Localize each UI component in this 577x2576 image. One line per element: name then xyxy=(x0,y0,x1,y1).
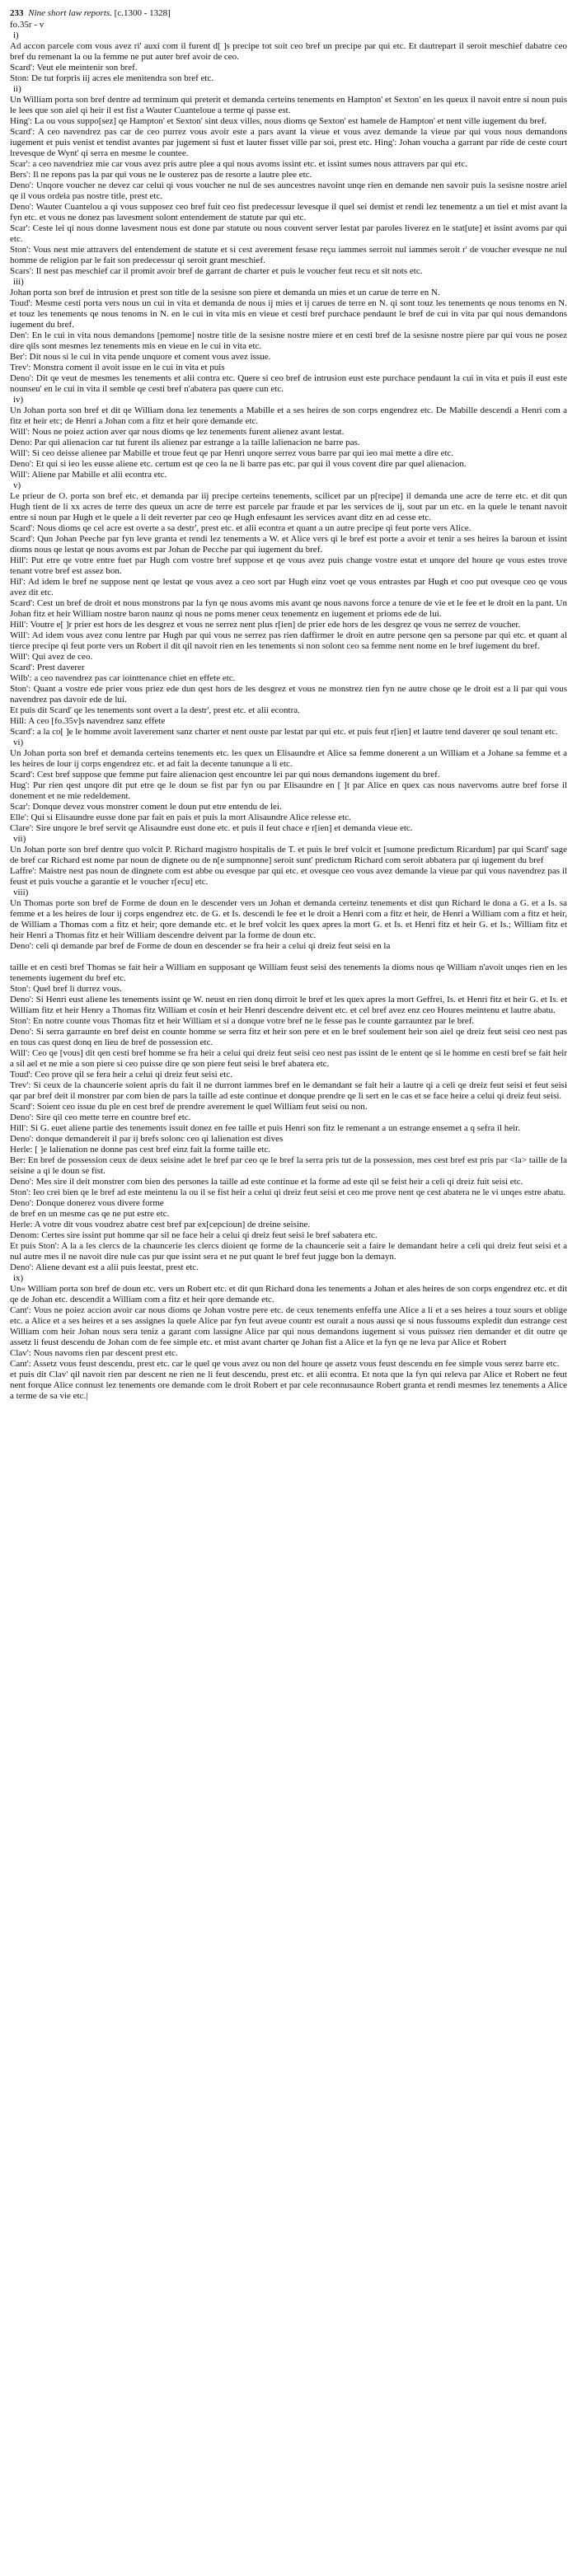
report-paragraph: Ber': Dit nous si le cui in vita pende unquore et coment vous avez issue. xyxy=(10,352,271,362)
report-paragraph: Elle': Qui si Elisaundre eusse done par fait en pais et puis la mort Alisaundre Alice relesse etc. xyxy=(10,813,351,822)
report-paragraph: taille et en cesti bref Thomas se fait heir a William en supposant qe William feust seisi des tenements la dioms nous qe William n'avoit unqes rien en les tenements iugement du bref etc. xyxy=(10,962,567,983)
report-section xyxy=(10,480,567,738)
section-marker: vi) xyxy=(13,738,24,747)
report-paragraph: Deno': donque demandereit il par ij brefs solonc ceo qi lalienation est dives xyxy=(10,1134,284,1144)
report-paragraph: Scard': Cest bref suppose que femme put faire alienacion qest encountre lei par qui nous demandons iugement du bref. xyxy=(10,770,440,780)
report-paragraph: Will': Nous ne poiez action aver qar nous dioms qe lez tenements furent alienez avant lestat. xyxy=(10,427,345,437)
report-paragraph: Scard': A ceo navendrez pas car de ceo purrez vous avoir este a pars avant la vieue et vous avez demande la vieue par qui vous nous demandons iugement et puis venist et tendist avantes par jugement si fust et lauter fisset ville par soi, prest etc. Hing': Johan voucha a garrant par ride de ceste court lrevesque de Wynt' qi serra en mesme le countee. xyxy=(10,127,567,158)
report-paragraph: Hill': Si G. euet aliene partie des tenements issuit donez en fee taille et puis Henri son fitz le remenant a un estrange ensemet a q sefra il heir. xyxy=(10,1123,520,1133)
report-paragraph: Hill: A ceo [fo.35v]s navendrez sanz effete xyxy=(10,716,166,726)
report-paragraph: Bers': Il ne repons pas la par qui vous ne le ousterez pas de resorte a lautre plee etc. xyxy=(10,170,312,180)
report-paragraph: Hill': Put etre qe votre entre fuet par Hugh com vostre bref suppose et qe vous avez puis change vostre estat et unqore del houre qe vous estes trove tenant votre bref est assez bon. xyxy=(10,555,567,576)
section-marker: ix) xyxy=(13,1273,24,1283)
report-paragraph: Scard': Qun Johan Peeche par fyn leve granta et rendi lez tenements a W. et Alice vers qi le bref est porte a avoir et tenir a ses heires la baroun et issint dioms nous qe lestat qe nous avoms est par Johan de Pecche par qui iugement du bref. xyxy=(10,534,567,555)
report-paragraph: Ston': Quant a vostre ede prier vous priez ede dun qest hors de les desgrez et vous ne monstrez rien fyn ne autre chose qe le droit est a li par qui vous navendrez pas davoir ede de lui. xyxy=(10,684,567,705)
report-paragraph: Scar': a ceo navendriez mie car vous avez pris autre plee a qui nous avoms issint etc. et issint sumes nous attravers par qui etc. xyxy=(10,159,467,169)
report-paragraph: Scar': Donque devez vous monstrer coment le doun put etre entendu de lei. xyxy=(10,802,282,812)
report-paragraph: Scars': Il nest pas meschief car il promit avoir bref de garrant de charter et puis le voucher feut recu et sit nots etc. xyxy=(10,266,423,276)
report-paragraph: Scar': Ceste lei qi nous donne lavesment nous est done par statute ou nous couvent server lestat par paroles liverez en le stat[ute] et issint avoms par qui etc. xyxy=(10,223,567,244)
report-paragraph: Ad accon parcele com vous avez ri' auxi com il furent d[ ]s precipe tot soit ceo bref un precipe par qui etc. Et dautrepart il seroit meschief dabatre ceo bref du remenant la ou la femme ne put auter bref avoir de ceo. xyxy=(10,41,567,62)
section-marker: i) xyxy=(13,30,19,40)
document-body xyxy=(10,30,567,1402)
report-paragraph: Cant': Vous ne poiez accion avoir car nous dioms qe Johan vostre pere etc. de ceux tenements enfeffa une Alice a li et a ses heires a touz sours et oblige etc. a Alice et a ses heires et a ses assignes la quele Alice par fyn feut aveue countr est ourait a nous aussi qe si nous fussoums expledit dun estrange cest William com heir Johan nous sera teniz a garant com lassigne Alice par qui nous demandons iugement si vous puissez rien demander et dit outre qe assetz li feust descendu de Johan com de fee simple etc. et mist avant charter qe Johan fist a Alice et la fyn qe ne leva par Alice et Robert xyxy=(10,1305,567,1347)
report-paragraph: Toud': Ceo prove qil se fera heir a celui qi dreiz feut seisi etc. xyxy=(10,1070,232,1080)
report-paragraph: Hil': Ad idem le bref ne suppose nent qe lestat qe vous avez a ceo sort par Hugh einz voet qe vous entrastes par Hugh et coo put ovesque ceo qe vous avez dit etc. xyxy=(10,577,567,597)
report-paragraph: Ber: En bref de possession ceux de deux seisine adet le bref par ceo qe le bref la serra pris tut de la possession, mes cest bref est pris par <la> taille de la seisine a qi le doun se fist. xyxy=(10,1155,567,1176)
report-paragraph: Deno': Donque donerez vous divere forme xyxy=(10,1198,164,1208)
report-section xyxy=(10,738,567,834)
running-title: Nine short law reports. xyxy=(28,8,112,18)
report-section xyxy=(10,834,567,888)
date-range: [c.1300 - 1328] xyxy=(114,8,171,18)
report-paragraph: Scard': Nous dioms qe cel acre est overte a sa destr', prest etc. et alii econtra et quant a un autre precipe qi feut porte vers Alice. xyxy=(10,523,471,533)
report-paragraph: Deno': celi qi demande par bref de Forme de doun en descender se fra heir a celui qi dreiz feut seisi en la xyxy=(10,941,391,951)
page-number: 233 xyxy=(10,8,24,18)
report-paragraph: Deno': Unqore voucher ne devez car celui qi vous voucher ne nul de ses auncestres navoint unqe rien en demande nen savoir puis la sesisne nostre ariel qe il vous ordeia pas nostre title, prest etc. xyxy=(10,180,567,201)
report-paragraph: Hing': La ou vous suppo[sez] qe Hampton' et Sexton' sint deux villes, nous dioms qe Sexton' est hamele de Hampton' et nent ville iugement du bref. xyxy=(10,116,547,126)
report-paragraph: Ston: De tut forpris iij acres ele menitendra son bref etc. xyxy=(10,73,214,83)
report-paragraph: Clare': Sire unqore le bref servit qe Alisaundre eust done etc. et puis il feut chace e r[ien] et demanda vieue etc. xyxy=(10,823,413,833)
report-paragraph: Deno: Par qui alienacion car tut furent ils alienez par estrange a la taille lalienacion ne barre pas. xyxy=(10,438,360,447)
report-section xyxy=(10,395,567,480)
report-paragraph: Un William porta son bref dentre ad terminum qui preterit et demanda certeins tenements en Hampton' et Sexton' en les queux il navoit entre si noun puis le lees que son aiel qi heir il est fist a Wauter Cuanteloue a terme qi passe est. xyxy=(10,95,567,115)
report-paragraph: Scard': Veut ele meintenir son bref. xyxy=(10,63,138,73)
report-paragraph: Hug': Pur rien qest unqore dit put etre qe le doun se fist par fyn ou par Elisaundre en [ ]t par Alice en quex cas nous navervoms autre bref forse il donement et ne mie redeldement. xyxy=(10,780,567,801)
report-paragraph: Deno': Si serra garraunte en bref deist en counte homme se serra fitz et heir son pere et en le bref soulement heir son aiel qe dreiz feut seisi ceo nest pas en tous cas quest donq en lieu de bref de possession etc. xyxy=(10,1027,567,1047)
report-paragraph: Laffre': Maistre nest pas noun de dingnete com est abbe ou evesque par qui etc. et ovesque ceo vous avez demande la vieue par qui vous navendrez pas il feust et puis vouche a garantie et le voucher r[ecu] etc. xyxy=(10,866,567,887)
report-paragraph: Johan porta son bref de intrusion et prest son title de la sesisne son piere et demanda un mies et un carue de terre en N. xyxy=(10,288,440,297)
report-paragraph: Denom: Certes sire issint put homme qar sil ne face heir a celui qi dreiz feut seisi le bref sabatera etc. xyxy=(10,1230,378,1240)
report-paragraph: Ston': En notre counte vous Thomas fitz et heir William et si a donque votre bref ne le fesse pas le counte garrauntez par le bref. xyxy=(10,1016,475,1026)
report-section xyxy=(10,84,567,277)
report-section xyxy=(10,277,567,395)
report-paragraph: Hill': Voutre e[ ]r prier est hors de les desgrez et vous ne serrez nent plus r[ien] de prier ede hors de les desgrez qe vous ne serrez de voucher. xyxy=(10,620,521,630)
report-paragraph: Scard': Prest daverer xyxy=(10,663,85,672)
section-marker: iii) xyxy=(13,277,24,287)
report-paragraph: Will': Ad idem vous avez conu lentre par Hugh par qui vous ne serrez pas rien daffirmer le droit en autre persone qen sa persone par qui etc. et quant al tierce precipe qi feut porte vers un Robert il dit qil navoit rien en les tenements si non solont ceo sa femme nent nome en le bref iugement du bref. xyxy=(10,630,567,651)
report-paragraph: Herle: A votre dit vous voudrez abatre cest bref par ex[cepcioun] de dreine seisine. xyxy=(10,1220,311,1229)
report-paragraph: Un« William porta son bref de doun etc. vers un Robert etc. et dit qun Richard dona les tenements a Johan et ales heires de son corps engendrez etc. et dit qe de Johan etc. descendit a William com a fitz et heir qore demande etc. xyxy=(10,1284,567,1304)
section-marker: viii) xyxy=(13,888,29,897)
report-paragraph: Et puis Ston': A la a les clercs de la chauncerie les clercs dioient qe forme de la chauncerie seit a faire le demandant heire a celi qui dreiz feut seisi et a nul autre mes il ne navoit dire nule cas pur que issint sera et ne put quant le bref feut jugge bon la demayn. xyxy=(10,1241,567,1262)
folio-reference: fo.35r - v xyxy=(10,20,45,30)
report-paragraph: Ston': Quel bref li durrez vous. xyxy=(10,984,122,994)
report-paragraph: Un Johan porte son bref dentre quo volcit P. Richard magistro hospitalis de T. et puis le bref volcit et [sumone predictum Ricardum] par qui Scard' sage de bref car Richard est nome par noun de dignete ou de n[e sumpnonne] seroit sunt' predictum Richard com seroit abbatera par qi iugement du bref xyxy=(10,845,567,865)
report-paragraph: Un Johan porta son bref et dit qe William dona lez tenements a Mabille et a ses heires de son corps engendrez etc. De Mabille descendi a Henri com a fitz et heir etc; de Henri a Johan com a fitz et heir qore demande etc. xyxy=(10,405,567,426)
report-paragraph: Will': Ceo qe [vous] dit qen cesti bref homme se fra heir a celui qui dreiz feut seisi ceo nest pas issint de le entent qe si le homme en cesti bref se fait heir a sil ael et ne mie a son piere si ceo puisse dire qe son piere feut seisi le bref abatera etc. xyxy=(10,1048,567,1069)
report-section xyxy=(10,962,567,1273)
report-paragraph: Wilb': a ceo navendrez pas car iointtenance chiet en effete etc. xyxy=(10,673,236,683)
report-paragraph: Deno': Et qui si ieo les eusse aliene etc. certum est qe ceo la ne li barre pas etc. par qui il vous covent dire par quel alienacion. xyxy=(10,459,467,469)
report-section xyxy=(10,1273,567,1402)
report-paragraph: Clav': Nous navoms rien par descent prest etc. xyxy=(10,1348,178,1358)
report-paragraph: Scard': a la co[ ]e le homme avoit laverement sanz charter et nent ouste par lestat par qui etc. et puis feut r[ien] et lautre tend daverer qe soul tenant etc. xyxy=(10,727,558,737)
section-marker: ii) xyxy=(13,84,21,94)
report-section xyxy=(10,30,567,84)
section-marker: iv) xyxy=(13,395,24,405)
report-paragraph: Scard': Soient ceo issue du ple en cest bref de prendre averement le quel William feut seisi ou non. xyxy=(10,1102,368,1112)
report-paragraph: Scard': Cest un bref de droit et nous monstrons par la fyn qe nous avoms mis avant qe nous navons force a tenure de vie et le fee et le droit en la pant. Un Johan fitz et heir William nostre baron naunz qi nous ne poms mener ceux tenementz en iugement et prioms ede de lui. xyxy=(10,598,567,619)
section-marker: vii) xyxy=(13,834,26,844)
report-paragraph: Deno': Wauter Cuantelou a qi vous supposez ceo bref fuit ceo fist predecessur levesque il quel sei demist et rendi lez tenementz a un tiel et mist avant la fyn etc. et vous ne donez pas lavesment solont entendement de statute par qui etc. xyxy=(10,202,567,222)
report-paragraph: Trev': Monstra coment il avoit issue en le cui in vita et puis xyxy=(10,363,225,372)
report-paragraph: Deno': Aliene devant est a alii puis leestat, prest etc. xyxy=(10,1262,199,1272)
report-paragraph: Deno': Si Henri eust aliene les tenements issint qe W. neust en rien donq dirroit le bref et les quex apres la mort Geffrei, Is. et Henri fitz et heir G. et Is. et William fitz et heir Henry a Thomas fitz William et cosin et heir Henri descendre deivent etc. et cel bref avez enz ceo Houres meintenu et lautre abatu. xyxy=(10,995,567,1015)
report-paragraph: Will': Si ceo deisse alienee par Mabille et troue feut qe par Henri unqore serrez vous barre par qui ieo mai mette a dire etc. xyxy=(10,448,454,458)
report-paragraph: Will': Qui avez de ceo. xyxy=(10,652,93,662)
report-paragraph: Deno': Dit qe veut de mesmes les tenements et alii contra etc. Quere si ceo bref de intrusion eust este purchace pendaunt la cui in vita et puis il eust este nounseu' en le cui in vita il semble qe cesti bref n'abatera pas quere cun etc. xyxy=(10,373,567,394)
section-marker: v) xyxy=(13,480,21,490)
report-paragraph: Cant': Assetz vous feust descendu, prest etc. car le quel qe vous avez ou non del houre qe assetz vous feust descendu en fee simple vous serez barre etc. xyxy=(10,1359,560,1369)
page-header xyxy=(10,8,567,19)
report-paragraph: Deno': Sire qil ceo mette terre en countre bref etc. xyxy=(10,1112,191,1122)
report-paragraph: Toud': Mesme cesti porta vers nous un cui in vita et demanda de nous ij mies et ij carues de terre en N. qi sont touz les tenements qe nous tenoms en N. et touz les tenements qe nous tenoms in N. en le cui in vita mis en vieue et cesti bref purchace pendaunt le bref de cui in vita par qui nous demandons iugement du bref. xyxy=(10,298,567,330)
report-paragraph: Et puis dit Scard' qe les tenements sont overt a la destr', prest etc. et alii econtra. xyxy=(10,705,300,715)
report-paragraph: de bref en un mesme cas qe ne put estre etc. xyxy=(10,1209,170,1219)
report-paragraph: Trev': Si ceux de la chauncerie soient apris du fait il ne durront iammes bref en le demandant se fait heir a lautre qi a celi qe dreiz feut seisi et feut seisi qar par bref deit il monstrer par com bien de pars la taille ad este continue et donque prendre qe li sert en le cas et se face heire a celui qi dreiz feut seisi. xyxy=(10,1080,567,1101)
report-paragraph: Den': En le cui in vita nous demandons [pemome] nostre title de la sesisne nostre miere et en cesti bref de la sesisne nostre piere par qui vous ne posez dire qils sont mesmes lez tenements mis en vieue en le cui in vita etc. xyxy=(10,330,567,351)
report-paragraph: Le prieur de O. porta son bref etc. et demanda par iij precipe certeins tenements, scilicet par un p[recipe] il demanda une acre de terre etc. et dit qun Hugh tient de li xx acres de terre des queux un acre de terre est parcele par fraude et par les services de ij, sout par un etc. en la quele le tenant navoit entre si noun par Hugh et le quele a li deit reverter par ceo qe Hugh enfesaunt les services avant ditz en ad cesse etc. xyxy=(10,491,567,522)
report-paragraph: Ston': Ieo crei bien qe le bref ad este meintenu la ou il se fist heir a celui qi dreiz feut seisi et ceo me prove nent qe cest abatera ne le vi unqes estre abatu. xyxy=(10,1187,565,1197)
report-paragraph: Un Johan porta son bref et demanda certeins tenements etc. les quex un Elisaundre et Alice sa femme donerent a un William et a Johane sa femme et a les heires de lour ij corps engendrez etc. et ad fait la decente tanunque a li etc. xyxy=(10,748,567,769)
report-paragraph: et puis dit Clav' qil navoit rien par descent ne rien ne li feut descendu, prest etc. et alii econtra. Et nota que la fyn qui releva par Alice et Robert ne feut nent forque Alice connust lez tenements ore demande com le droit Robert et par cele reconnusaunce Robert granta et rendi mesmes lez tenements a Alice a terme de sa vie etc.| xyxy=(10,1370,567,1401)
report-paragraph: Herle: [ ]e lalienation ne donne pas cest bref einz fait la forme taille etc. xyxy=(10,1145,271,1155)
report-paragraph: Will': Aliene par Mabille et alii econtra etc. xyxy=(10,470,167,480)
report-paragraph: Ston': Vous nest mie attravers del entendement de statute et si cest averement fesase reçu iammes serroit nul iammes seroit r' de voucher evesque ne nul homme de religion par le fait son predecessur qi seroit grant meschief. xyxy=(10,245,567,265)
report-section xyxy=(10,888,567,952)
report-paragraph: Un Thomas porte son bref de Forme de doun en le descender vers un Johan et demanda certeinz tenements et dist qun Richard le dona a G. et a Is. sa femme et a les heires de lour ij corps engendrez etc. de G. et Is. descendi le fee et le droit a Henri com a fitz et heir, de Henri a William com a fitz et heir, de William a Thomas com a fitz et heir; qore demande etc. et le bref volcit les quex apres la mort G. et Is. et Henri fitz et heir G. et Is.; William fitz et heir Henri a Thomas fitz et heir William descendre deivent par la forme de doun etc. xyxy=(10,898,567,940)
report-paragraph: Deno': Mes sire il deit monstrer com bien des persones la taille ad este continue et la forme ad este qil se feist heir a celi qi dreiz fuit seisi etc. xyxy=(10,1177,523,1187)
